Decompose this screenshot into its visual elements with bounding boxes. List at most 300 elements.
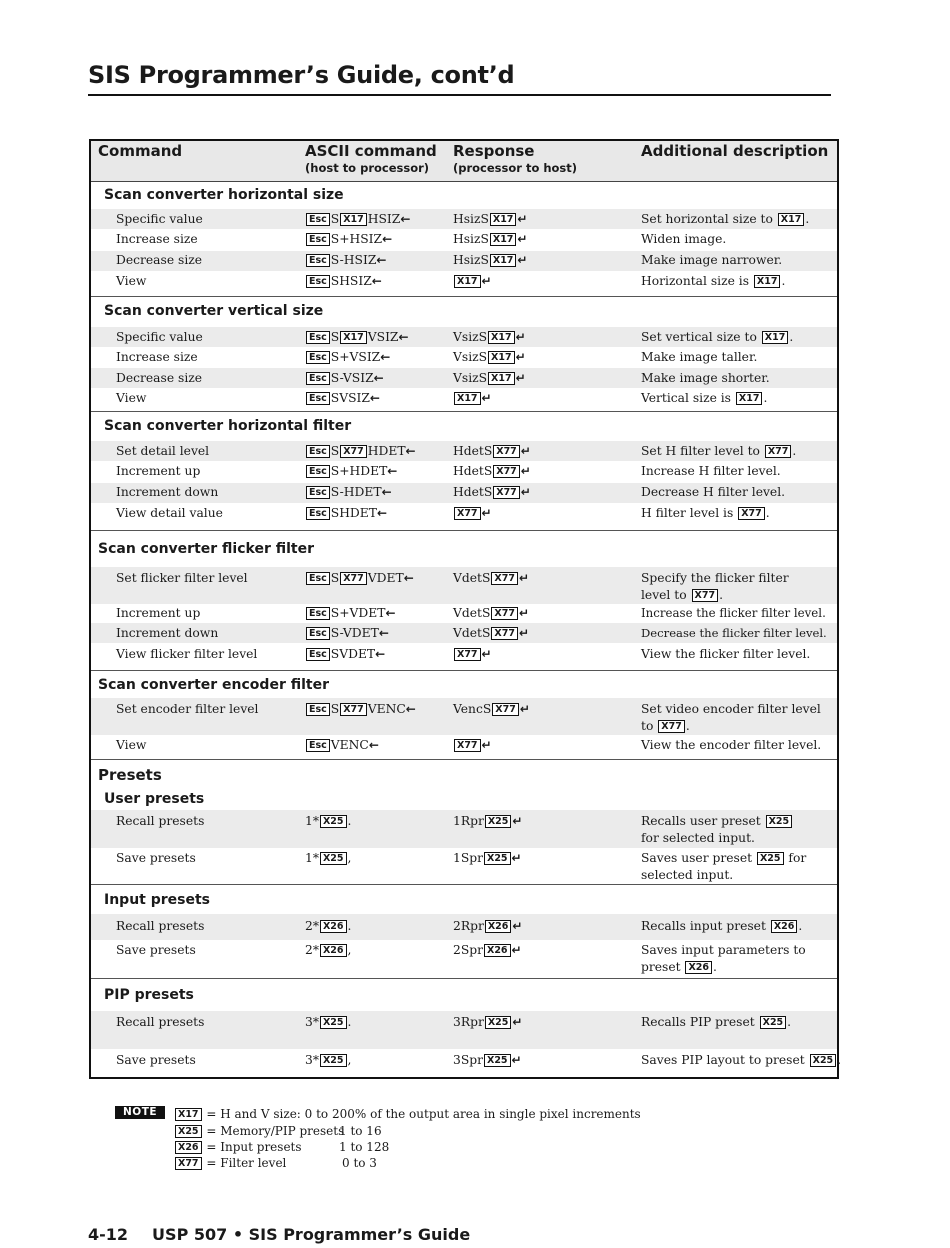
page-title: SIS Programmer’s Guide, cont’d bbox=[88, 58, 831, 96]
cell-text: Recall presets bbox=[116, 919, 205, 933]
cell-text: Increase the flicker filter level. bbox=[641, 606, 826, 620]
cell-text: , bbox=[347, 1053, 352, 1067]
cell-text bbox=[641, 1014, 836, 1031]
variable-key-badge: X77 bbox=[454, 648, 481, 661]
cell-text: S-HDET bbox=[330, 485, 382, 499]
cell-text: . bbox=[719, 588, 723, 602]
enter-icon: ↵ bbox=[512, 919, 523, 933]
cell-text: S-HSIZ bbox=[330, 253, 377, 267]
variable-key-badge: X77 bbox=[491, 627, 518, 640]
return-arrow-icon: ← bbox=[405, 444, 416, 458]
text: = H and V size: 0 to 200% of the output area in single pixel increments bbox=[206, 1107, 641, 1121]
variable-key-badge: X17 bbox=[488, 331, 515, 344]
cell-text: . bbox=[789, 330, 794, 344]
cell-text: HdetS bbox=[453, 485, 493, 499]
cell-text bbox=[305, 813, 351, 830]
esc-key-icon: Esc bbox=[306, 331, 330, 344]
cell-text bbox=[453, 701, 530, 718]
cell-text: S-VDET bbox=[330, 626, 379, 640]
cell-text: VdetS bbox=[453, 606, 491, 620]
cell-text: Increase size bbox=[116, 232, 198, 246]
cell-text: S bbox=[330, 444, 340, 458]
esc-key-icon: Esc bbox=[306, 486, 330, 499]
text: 1 to 16 bbox=[339, 1124, 382, 1138]
header-response bbox=[453, 142, 577, 175]
cell-text: Specific value bbox=[116, 212, 203, 226]
esc-key-icon: Esc bbox=[306, 465, 330, 478]
variable-key-badge: X77 bbox=[658, 720, 685, 733]
cell-text bbox=[641, 701, 821, 735]
enter-icon: ↵ bbox=[517, 212, 528, 226]
cell-text bbox=[305, 850, 351, 867]
variable-key-badge: X77 bbox=[765, 445, 792, 458]
return-arrow-icon: ← bbox=[382, 232, 393, 246]
cell-text: HSIZ bbox=[367, 212, 401, 226]
cell-text bbox=[305, 252, 386, 269]
cell-text: Increment down bbox=[116, 485, 219, 499]
cell-text: Save presets bbox=[116, 943, 196, 957]
cell-text bbox=[453, 463, 531, 480]
cell-text: View bbox=[116, 391, 147, 405]
return-arrow-icon: ← bbox=[400, 212, 411, 226]
cell-text: Set horizontal size to bbox=[641, 212, 777, 226]
enter-icon: ↵ bbox=[481, 391, 492, 405]
cell-text bbox=[641, 918, 836, 935]
cell-text bbox=[453, 850, 522, 867]
enter-icon: ↵ bbox=[481, 506, 492, 520]
enter-icon: ↵ bbox=[515, 330, 526, 344]
return-arrow-icon: ← bbox=[373, 371, 384, 385]
note-line bbox=[174, 1106, 641, 1122]
cell-text bbox=[305, 701, 416, 718]
esc-key-icon: Esc bbox=[306, 607, 330, 620]
cell-text: . bbox=[713, 960, 717, 974]
variable-key-badge: X77 bbox=[491, 572, 518, 585]
cell-text bbox=[453, 737, 492, 754]
cell-text bbox=[305, 443, 416, 460]
cell-text: Decrease the flicker filter level. bbox=[641, 626, 827, 640]
section-title: Presets bbox=[98, 766, 162, 784]
variable-key-badge: X26 bbox=[685, 961, 712, 974]
variable-key-badge: X17 bbox=[490, 254, 517, 267]
text: = Memory/PIP presets bbox=[206, 1124, 345, 1138]
section-title: Scan converter horizontal size bbox=[104, 187, 344, 203]
variable-key-badge: X17 bbox=[778, 213, 805, 226]
cell-text: S+HSIZ bbox=[330, 232, 383, 246]
section-divider bbox=[91, 978, 837, 979]
cell-text: 3Rpr bbox=[453, 1015, 484, 1029]
variable-key-badge: X77 bbox=[454, 507, 481, 520]
cell-text: Set vertical size to bbox=[641, 330, 761, 344]
section-title: PIP presets bbox=[104, 987, 194, 1003]
guide-title: USP 507 • SIS Programmer’s Guide bbox=[152, 1225, 471, 1244]
cell-text bbox=[641, 813, 811, 847]
text: 1 to 128 bbox=[339, 1140, 390, 1154]
cell-text bbox=[453, 570, 529, 587]
enter-icon: ↵ bbox=[511, 851, 522, 865]
enter-icon: ↵ bbox=[519, 702, 530, 716]
cell-text bbox=[305, 570, 414, 587]
esc-key-icon: Esc bbox=[306, 351, 330, 364]
cell-text bbox=[305, 646, 385, 663]
cell-text: H filter level is bbox=[641, 506, 738, 520]
cell-text: Set encoder filter level bbox=[116, 702, 259, 716]
esc-key-icon: Esc bbox=[306, 627, 330, 640]
cell-text bbox=[453, 918, 522, 935]
text: (host to processor) bbox=[305, 161, 430, 175]
variable-key-badge: X77 bbox=[493, 486, 520, 499]
esc-key-icon: Esc bbox=[306, 445, 330, 458]
variable-key-badge: X77 bbox=[340, 703, 367, 716]
page-footer bbox=[88, 1225, 470, 1244]
cell-text: VENC bbox=[367, 702, 406, 716]
cell-text bbox=[453, 390, 492, 407]
cell-text: Recall presets bbox=[116, 814, 205, 828]
cell-text: . bbox=[685, 719, 690, 733]
variable-key-badge: X26 bbox=[320, 944, 347, 957]
cell-text bbox=[641, 211, 836, 228]
cell-text: HsizS bbox=[453, 253, 489, 267]
cell-text bbox=[453, 813, 522, 830]
variable-key-badge: X25 bbox=[320, 1054, 347, 1067]
return-arrow-icon: ← bbox=[368, 738, 379, 752]
return-arrow-icon: ← bbox=[376, 506, 388, 520]
cell-text: Specify the flicker filter level to bbox=[641, 571, 789, 602]
enter-icon: ↵ bbox=[481, 274, 492, 288]
enter-icon: ↵ bbox=[515, 350, 526, 364]
variable-key-badge: X17 bbox=[488, 372, 515, 385]
variable-key-badge: X77 bbox=[692, 589, 719, 602]
section-title: Scan converter flicker filter bbox=[98, 541, 314, 557]
cell-text bbox=[453, 370, 526, 387]
variable-key-badge: X17 bbox=[340, 331, 367, 344]
text: = Filter level bbox=[206, 1156, 287, 1170]
cell-text: Increment up bbox=[116, 464, 201, 478]
cell-text bbox=[305, 370, 384, 387]
cell-text: Increase H filter level. bbox=[641, 464, 781, 478]
variable-key-badge: X25 bbox=[320, 815, 347, 828]
cell-text bbox=[453, 605, 529, 622]
enter-icon: ↵ bbox=[518, 606, 530, 620]
variable-key-badge: X25 bbox=[757, 852, 784, 865]
esc-key-icon: Esc bbox=[306, 254, 330, 267]
cell-text bbox=[641, 329, 836, 346]
cell-text bbox=[305, 1052, 351, 1069]
return-arrow-icon: ← bbox=[403, 571, 414, 585]
cell-text bbox=[305, 625, 389, 642]
cell-text bbox=[453, 646, 492, 663]
return-arrow-icon: ← bbox=[375, 647, 386, 661]
variable-key-badge: X26 bbox=[485, 920, 512, 933]
cell-text: S bbox=[330, 702, 340, 716]
header-ascii bbox=[305, 142, 437, 175]
cell-text bbox=[453, 1014, 522, 1031]
text: = Input presets bbox=[206, 1140, 302, 1154]
cell-text: for selected input. bbox=[641, 851, 807, 882]
return-arrow-icon: ← bbox=[405, 702, 416, 716]
cell-text bbox=[305, 605, 396, 622]
cell-text: Recalls input preset bbox=[641, 919, 770, 933]
variable-key-badge: X77 bbox=[738, 507, 765, 520]
section-title: Scan converter horizontal filter bbox=[104, 418, 352, 434]
note-line bbox=[174, 1155, 377, 1171]
esc-key-icon: Esc bbox=[306, 372, 330, 385]
cell-text bbox=[305, 390, 380, 407]
page-number: 4-12 bbox=[88, 1225, 129, 1244]
header-command: Command bbox=[98, 142, 183, 160]
variable-key-badge: X25 bbox=[484, 1054, 511, 1067]
variable-key-badge: X26 bbox=[320, 920, 347, 933]
cell-text bbox=[641, 390, 836, 407]
cell-text bbox=[305, 231, 392, 248]
cell-text: Set video encoder filter level to bbox=[641, 702, 821, 733]
return-arrow-icon: ← bbox=[380, 350, 391, 364]
cell-text bbox=[453, 1052, 522, 1069]
variable-key-badge: X77 bbox=[493, 445, 520, 458]
esc-key-icon: Esc bbox=[306, 213, 330, 226]
cell-text: 3Spr bbox=[453, 1053, 483, 1067]
cell-text: Set detail level bbox=[116, 444, 210, 458]
cell-text bbox=[641, 505, 836, 522]
enter-icon: ↵ bbox=[517, 232, 528, 246]
variable-key-badge: X26 bbox=[484, 944, 511, 957]
variable-key-badge: X25 bbox=[766, 815, 793, 828]
esc-key-icon: Esc bbox=[306, 703, 330, 716]
variable-key-badge: X77 bbox=[493, 465, 520, 478]
cell-text: Increment up bbox=[116, 606, 201, 620]
cell-text: Vertical size is bbox=[641, 391, 735, 405]
cell-text: 1Spr bbox=[453, 851, 483, 865]
cell-text: S bbox=[330, 330, 340, 344]
cell-text: Make image taller. bbox=[641, 350, 758, 364]
cell-text bbox=[641, 850, 811, 884]
enter-icon: ↵ bbox=[481, 647, 492, 661]
section-title: User presets bbox=[104, 791, 205, 807]
cell-text: . bbox=[792, 444, 797, 458]
cell-text: . bbox=[347, 1015, 352, 1029]
text: (processor to host) bbox=[453, 161, 578, 175]
cell-text: 2* bbox=[305, 943, 319, 957]
cell-text: Saves PIP layout to preset bbox=[641, 1053, 809, 1067]
cell-text: S+VSIZ bbox=[330, 350, 381, 364]
cell-text bbox=[641, 273, 836, 290]
header-description: Additional description bbox=[641, 142, 829, 160]
cell-text: Save presets bbox=[116, 1053, 196, 1067]
esc-key-icon: Esc bbox=[306, 233, 330, 246]
cell-text bbox=[453, 942, 522, 959]
cell-text: HdetS bbox=[453, 464, 493, 478]
enter-icon: ↵ bbox=[511, 943, 522, 957]
return-arrow-icon: ← bbox=[371, 274, 382, 288]
cell-text: Specific value bbox=[116, 330, 203, 344]
variable-key-badge: X25 bbox=[320, 1016, 347, 1029]
esc-key-icon: Esc bbox=[306, 275, 330, 288]
variable-key-badge: X77 bbox=[491, 607, 518, 620]
variable-key-badge: X25 bbox=[485, 815, 512, 828]
cell-text: VDET bbox=[367, 571, 404, 585]
variable-key-badge: X25 bbox=[760, 1016, 787, 1029]
cell-text: Saves user preset bbox=[641, 851, 756, 865]
variable-key-badge: X17 bbox=[454, 392, 481, 405]
variable-key-badge: X77 bbox=[454, 739, 481, 752]
section-divider bbox=[91, 884, 837, 885]
cell-text bbox=[453, 252, 527, 269]
cell-text: 2Rpr bbox=[453, 919, 484, 933]
return-arrow-icon: ← bbox=[369, 391, 380, 405]
variable-key-badge: X77 bbox=[340, 572, 367, 585]
cell-text bbox=[305, 349, 390, 366]
enter-icon: ↵ bbox=[518, 571, 530, 585]
cell-text bbox=[305, 463, 397, 480]
section-divider bbox=[91, 759, 837, 760]
cell-text: , bbox=[347, 943, 352, 957]
cell-text: Make image narrower. bbox=[641, 253, 783, 267]
cell-text: Saves input parameters to preset bbox=[641, 943, 806, 974]
cell-text bbox=[453, 443, 531, 460]
cell-text bbox=[453, 505, 492, 522]
return-arrow-icon: ← bbox=[378, 626, 389, 640]
return-arrow-icon: ← bbox=[376, 253, 387, 267]
cell-text bbox=[305, 737, 379, 754]
cell-text: HsizS bbox=[453, 232, 489, 246]
esc-key-icon: Esc bbox=[306, 392, 330, 405]
cell-text: VsizS bbox=[453, 371, 488, 385]
cell-text: , bbox=[347, 851, 352, 865]
cell-text: . bbox=[763, 391, 768, 405]
cell-text bbox=[305, 484, 392, 501]
variable-key-badge: X25 bbox=[485, 1016, 512, 1029]
cell-text: SVSIZ bbox=[330, 391, 370, 405]
section-title: Scan converter encoder filter bbox=[98, 677, 329, 693]
cell-text bbox=[305, 505, 387, 522]
cell-text: SVDET bbox=[330, 647, 376, 661]
variable-key-badge: X25 bbox=[484, 852, 511, 865]
cell-text: Decrease size bbox=[116, 253, 203, 267]
section-divider bbox=[91, 670, 837, 671]
cell-text bbox=[305, 942, 351, 959]
cell-text: . bbox=[347, 919, 352, 933]
text: 0 to 3 bbox=[342, 1156, 377, 1170]
command-table bbox=[89, 139, 842, 1079]
esc-key-icon: Esc bbox=[306, 507, 330, 520]
cell-text bbox=[453, 329, 526, 346]
cell-text: . bbox=[837, 1053, 842, 1067]
cell-text bbox=[453, 273, 492, 290]
cell-text: . bbox=[347, 814, 352, 828]
cell-text: View bbox=[116, 738, 147, 752]
variable-key-badge: X77 bbox=[175, 1157, 202, 1170]
cell-text: S bbox=[330, 571, 340, 585]
cell-text: Increment down bbox=[116, 626, 219, 640]
cell-text: Recall presets bbox=[116, 1015, 205, 1029]
section-divider bbox=[91, 411, 837, 412]
note-line bbox=[174, 1123, 382, 1139]
cell-text: HDET bbox=[367, 444, 406, 458]
cell-text bbox=[305, 211, 410, 228]
esc-key-icon: Esc bbox=[306, 572, 330, 585]
cell-text bbox=[453, 349, 526, 366]
cell-text: Decrease H filter level. bbox=[641, 485, 786, 499]
cell-text: 2Spr bbox=[453, 943, 483, 957]
cell-text: Recalls PIP preset bbox=[641, 1015, 759, 1029]
cell-text bbox=[453, 211, 527, 228]
enter-icon: ↵ bbox=[512, 814, 523, 828]
variable-key-badge: X25 bbox=[810, 1054, 837, 1067]
table-header bbox=[91, 141, 837, 182]
cell-text: VSIZ bbox=[367, 330, 399, 344]
enter-icon: ↵ bbox=[512, 1015, 523, 1029]
variable-key-badge: X17 bbox=[762, 331, 789, 344]
section-divider bbox=[91, 530, 837, 531]
enter-icon: ↵ bbox=[520, 444, 531, 458]
return-arrow-icon: ← bbox=[398, 330, 409, 344]
esc-key-icon: Esc bbox=[306, 648, 330, 661]
cell-text: Make image shorter. bbox=[641, 371, 770, 385]
cell-text: Set H filter level to bbox=[641, 444, 764, 458]
cell-text bbox=[305, 329, 409, 346]
cell-text: VsizS bbox=[453, 330, 488, 344]
cell-text: View the encoder filter level. bbox=[641, 738, 822, 752]
variable-key-badge: X17 bbox=[754, 275, 781, 288]
cell-text bbox=[305, 918, 351, 935]
cell-text: Save presets bbox=[116, 851, 196, 865]
text: ASCII command bbox=[305, 142, 437, 160]
cell-text: 2* bbox=[305, 919, 319, 933]
enter-icon: ↵ bbox=[481, 738, 492, 752]
cell-text: HsizS bbox=[453, 212, 489, 226]
return-arrow-icon: ← bbox=[387, 464, 398, 478]
section-title: Input presets bbox=[104, 892, 211, 908]
variable-key-badge: X17 bbox=[175, 1108, 202, 1121]
cell-text: VsizS bbox=[453, 350, 488, 364]
cell-text: S+VDET bbox=[330, 606, 386, 620]
cell-text: Increase size bbox=[116, 350, 198, 364]
cell-text: VdetS bbox=[453, 626, 491, 640]
cell-text: . bbox=[765, 506, 770, 520]
cell-text bbox=[641, 942, 811, 976]
return-arrow-icon: ← bbox=[381, 485, 392, 499]
variable-key-badge: X26 bbox=[771, 920, 798, 933]
cell-text: . bbox=[798, 919, 803, 933]
enter-icon: ↵ bbox=[517, 253, 528, 267]
variable-key-badge: X25 bbox=[175, 1125, 202, 1138]
enter-icon: ↵ bbox=[520, 464, 531, 478]
cell-text: VENC bbox=[330, 738, 369, 752]
cell-text: Set flicker filter level bbox=[116, 571, 248, 585]
cell-text: 1Rpr bbox=[453, 814, 484, 828]
cell-text: S-VSIZ bbox=[330, 371, 374, 385]
cell-text: View bbox=[116, 274, 147, 288]
cell-text bbox=[305, 273, 382, 290]
cell-text bbox=[641, 570, 821, 604]
cell-text bbox=[641, 443, 836, 460]
variable-key-badge: X77 bbox=[340, 445, 367, 458]
return-arrow-icon: ← bbox=[385, 606, 396, 620]
cell-text: View detail value bbox=[116, 506, 223, 520]
enter-icon: ↵ bbox=[515, 371, 526, 385]
cell-text bbox=[453, 625, 529, 642]
cell-text: SHSIZ bbox=[330, 274, 372, 288]
cell-text: for selected input. bbox=[641, 831, 755, 845]
variable-key-badge: X17 bbox=[490, 233, 517, 246]
cell-text: S bbox=[330, 212, 340, 226]
cell-text: Widen image. bbox=[641, 232, 727, 246]
cell-text: HdetS bbox=[453, 444, 493, 458]
variable-key-badge: X77 bbox=[492, 703, 519, 716]
cell-text: SHDET bbox=[330, 506, 377, 520]
esc-key-icon: Esc bbox=[306, 739, 330, 752]
cell-text bbox=[453, 484, 531, 501]
